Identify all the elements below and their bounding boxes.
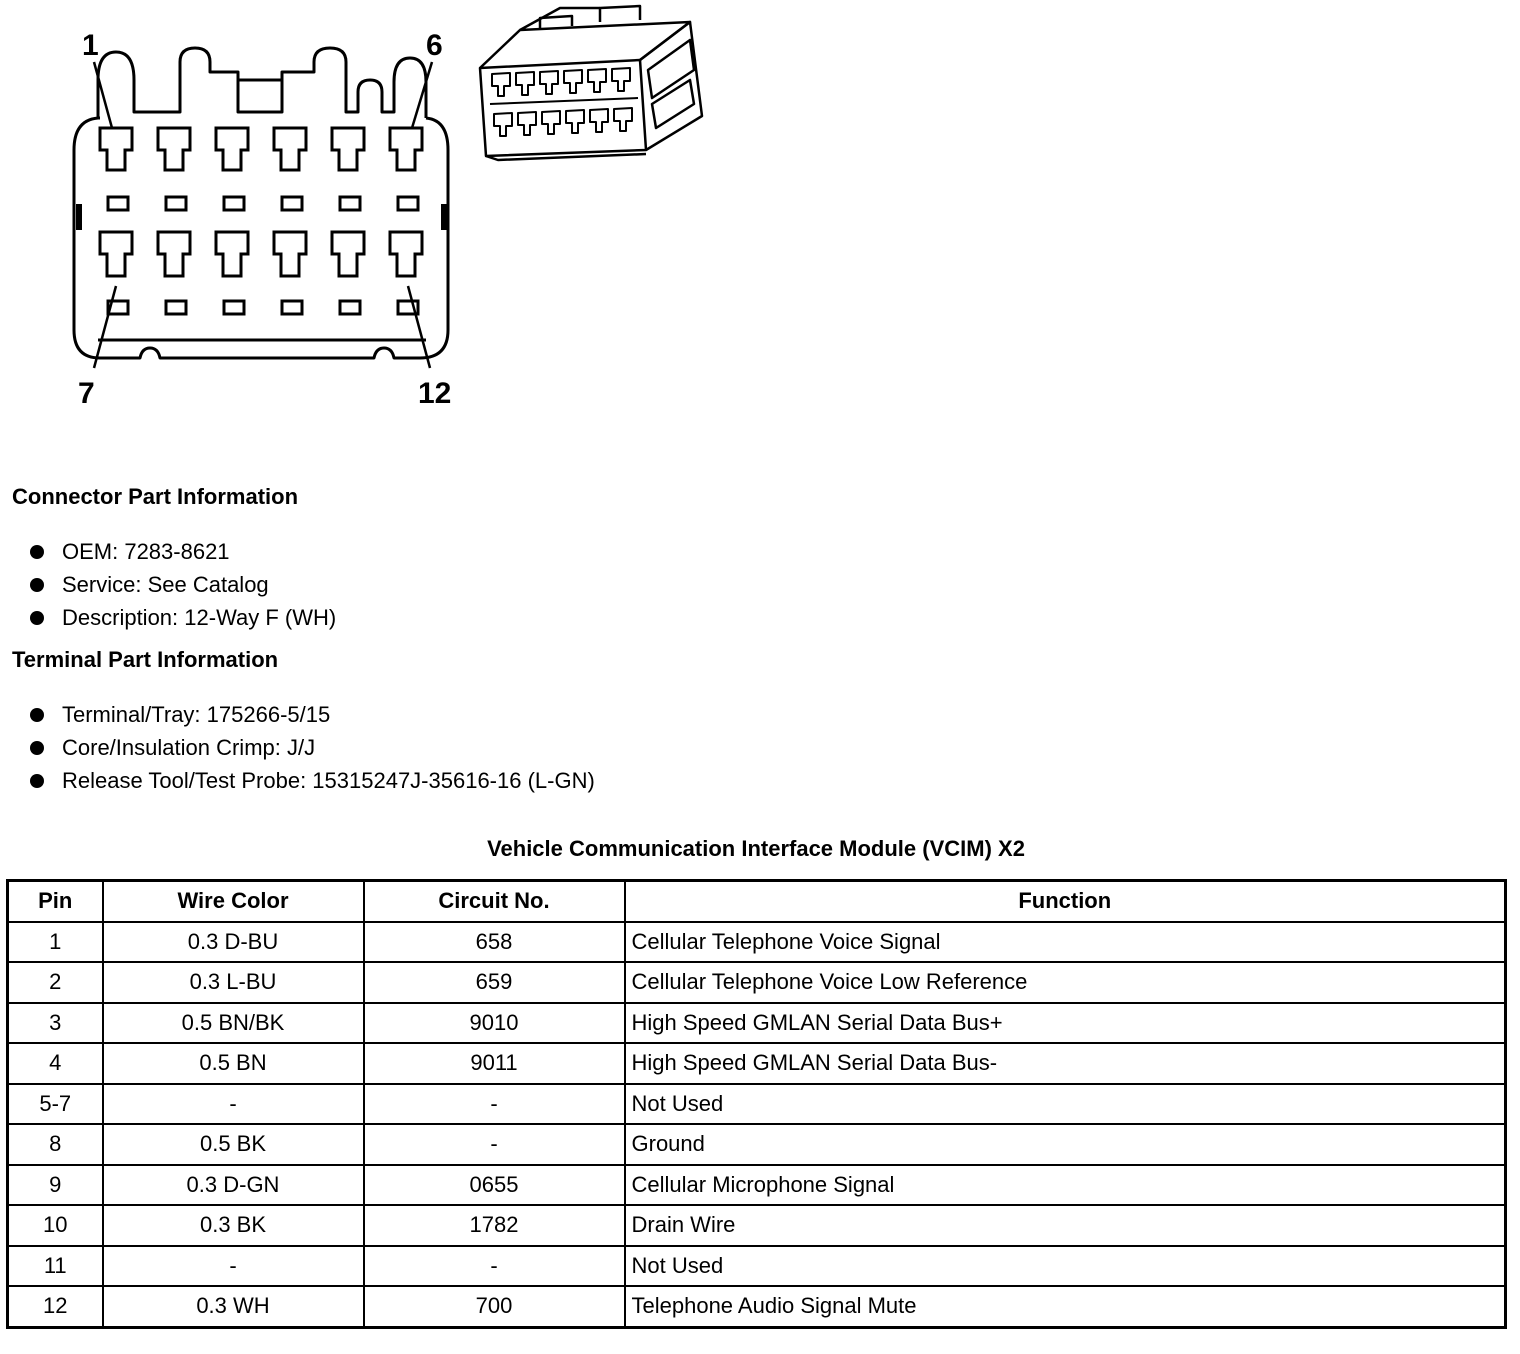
cell-pin: 9 <box>8 1165 103 1206</box>
header-function: Function <box>625 881 1506 922</box>
connector-face-view <box>74 48 448 358</box>
pin-table-title: Vehicle Communication Interface Module (VCIM) X2 <box>487 836 1025 861</box>
cell-function: High Speed GMLAN Serial Data Bus- <box>625 1043 1506 1084</box>
cell-function: Cellular Microphone Signal <box>625 1165 1506 1206</box>
pin-label-6: 6 <box>426 29 443 62</box>
cell-pin: 2 <box>8 962 103 1003</box>
bullet-icon <box>30 578 44 592</box>
cell-function: Ground <box>625 1124 1506 1165</box>
terminal-crimp: Core/Insulation Crimp: J/J <box>62 735 316 760</box>
cell-pin: 1 <box>8 922 103 963</box>
cavity-8 <box>158 232 190 276</box>
terminal-release-tool: Release Tool/Test Probe: 15315247J-35616-16 (L-GN) <box>62 768 595 793</box>
cell-circuit: - <box>364 1084 625 1125</box>
cell-circuit: - <box>364 1124 625 1165</box>
cell-circuit: 9011 <box>364 1043 625 1084</box>
cell-pin: 12 <box>8 1286 103 1327</box>
table-row <box>8 1124 1506 1165</box>
connector-info-title: Connector Part Information <box>12 484 299 509</box>
cell-circuit: 700 <box>364 1286 625 1327</box>
bullet-icon <box>30 774 44 788</box>
cell-pin: 3 <box>8 1003 103 1044</box>
connector-housing-outline <box>98 48 426 118</box>
cell-function: Not Used <box>625 1246 1506 1287</box>
connector-info-list <box>28 535 336 634</box>
cavity-12 <box>390 232 422 276</box>
cavity-4 <box>274 128 306 170</box>
cell-wire-color: 0.5 BN <box>103 1043 364 1084</box>
header-wire-color: Wire Color <box>103 881 364 922</box>
cell-function: Telephone Audio Signal Mute <box>625 1286 1506 1327</box>
cell-function: Cellular Telephone Voice Low Reference <box>625 962 1506 1003</box>
list-item <box>28 568 336 601</box>
connector-body <box>74 118 448 358</box>
cell-circuit: 1782 <box>364 1205 625 1246</box>
cell-wire-color: 0.3 BK <box>103 1205 364 1246</box>
cavity-3 <box>216 128 248 170</box>
cell-wire-color: 0.3 WH <box>103 1286 364 1327</box>
connector-oem: OEM: 7283-8621 <box>62 539 230 564</box>
pin-label-1: 1 <box>82 29 99 62</box>
cell-wire-color: - <box>103 1084 364 1125</box>
bullet-icon <box>30 741 44 755</box>
connector-service: Service: See Catalog <box>62 572 269 597</box>
cavity-10 <box>274 232 306 276</box>
header-circuit: Circuit No. <box>364 881 625 922</box>
cell-pin: 10 <box>8 1205 103 1246</box>
table-row <box>8 1084 1506 1125</box>
cavity-row-top <box>100 128 422 210</box>
cavity-11 <box>332 232 364 276</box>
terminal-info-title: Terminal Part Information <box>12 647 279 672</box>
cavity-6 <box>390 128 422 170</box>
list-item <box>28 698 595 731</box>
list-item <box>28 535 336 568</box>
cell-function: Cellular Telephone Voice Signal <box>625 922 1506 963</box>
table-row <box>8 1286 1506 1327</box>
connector-diagram <box>0 0 720 420</box>
table-row <box>8 962 1506 1003</box>
cell-circuit: 659 <box>364 962 625 1003</box>
cell-circuit: - <box>364 1246 625 1287</box>
cell-pin: 11 <box>8 1246 103 1287</box>
table-row <box>8 1205 1506 1246</box>
cell-circuit: 0655 <box>364 1165 625 1206</box>
list-item <box>28 731 595 764</box>
cell-wire-color: 0.5 BK <box>103 1124 364 1165</box>
cavity-5 <box>332 128 364 170</box>
cell-wire-color: 0.3 L-BU <box>103 962 364 1003</box>
header-pin: Pin <box>8 881 103 922</box>
table-row <box>8 1043 1506 1084</box>
cell-wire-color: 0.3 D-BU <box>103 922 364 963</box>
table-row <box>8 1003 1506 1044</box>
table-row <box>8 1165 1506 1206</box>
bullet-icon <box>30 708 44 722</box>
cell-function: Drain Wire <box>625 1205 1506 1246</box>
cavity-2 <box>158 128 190 170</box>
connector-isometric-view <box>480 6 702 160</box>
isometric-cavities <box>490 68 638 136</box>
cell-circuit: 658 <box>364 922 625 963</box>
cell-wire-color: 0.5 BN/BK <box>103 1003 364 1044</box>
cell-pin: 8 <box>8 1124 103 1165</box>
cell-pin: 5-7 <box>8 1084 103 1125</box>
bullet-icon <box>30 545 44 559</box>
pin-label-12: 12 <box>418 377 452 410</box>
connector-description: Description: 12-Way F (WH) <box>62 605 337 630</box>
cell-wire-color: - <box>103 1246 364 1287</box>
table-row <box>8 922 1506 963</box>
cavity-row-bottom <box>100 232 422 314</box>
cell-pin: 4 <box>8 1043 103 1084</box>
pin-label-7: 7 <box>78 377 95 410</box>
bullet-icon <box>30 611 44 625</box>
cell-function: Not Used <box>625 1084 1506 1125</box>
cavity-1 <box>100 128 132 170</box>
table-header-row <box>8 881 1506 922</box>
pin-table <box>6 879 1507 1329</box>
cell-circuit: 9010 <box>364 1003 625 1044</box>
list-item <box>28 764 595 797</box>
cavity-9 <box>216 232 248 276</box>
terminal-info-list <box>28 698 595 797</box>
cell-function: High Speed GMLAN Serial Data Bus+ <box>625 1003 1506 1044</box>
cavity-7 <box>100 232 132 276</box>
list-item <box>28 601 336 634</box>
terminal-tray: Terminal/Tray: 175266-5/15 <box>62 702 331 727</box>
cell-wire-color: 0.3 D-GN <box>103 1165 364 1206</box>
table-row <box>8 1246 1506 1287</box>
